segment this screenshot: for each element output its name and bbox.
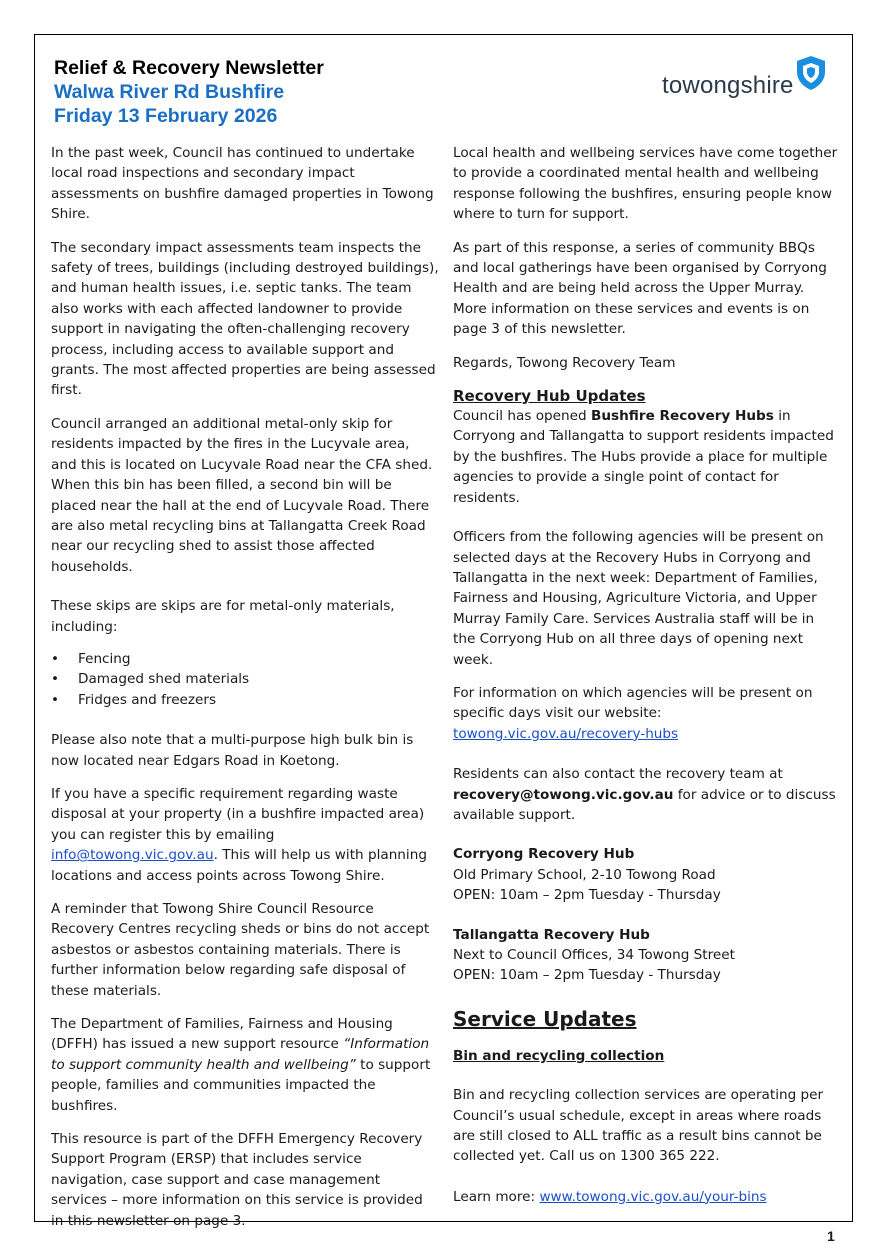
- dffh-text-end: to support people, families and communities impacted the bushfires.: [51, 1056, 431, 1114]
- recovery-hubs-link[interactable]: towong.vic.gov.au/recovery-hubs: [453, 725, 679, 742]
- resource-title: “Information to support community health and wellbeing”: [51, 1036, 430, 1073]
- corryong-hub: [453, 844, 838, 905]
- contact-text: Residents can also contact the recovery team at: [453, 766, 783, 783]
- towong-shire-logo: [662, 54, 832, 106]
- bin-collection-heading: Bin and recycling collection: [453, 1047, 665, 1064]
- corryong-hours: OPEN: 10am – 2pm Tuesday - Thursday: [453, 887, 721, 904]
- list-item: • Fencing: [51, 649, 439, 669]
- skip-paragraph: Council arranged an additional metal-only skip for residents impacted by the fires in the Lucyvale area, and this is located on Lucyvale Road near the CFA shed. When this bin has been filled, a second bin will be placed near the hall at the end of Lucyvale Road. There are also metal recycling bins at Tallangatta Creek Road near our recycling shed to assist those affected households.: [51, 415, 433, 575]
- list-item: • Damaged shed materials: [51, 669, 439, 689]
- intro-paragraph: In the past week, Council has continued to undertake local road inspections and secondary impact assessments on bushfire damaged properties in Towong Shire.: [51, 145, 434, 223]
- logo-wordmark: towongshire: [662, 72, 794, 99]
- hub-bold-text: Bushfire Recovery Hubs: [590, 408, 774, 425]
- learn-more-line: [453, 1187, 838, 1207]
- newsletter-title: Relief & Recovery Newsletter: [54, 57, 324, 79]
- corryong-address: Old Primary School, 2-10 Towong Road: [453, 866, 716, 883]
- recovery-email: recovery@towong.vic.gov.au: [453, 786, 674, 803]
- ersp-paragraph: This resource is part of the DFFH Emergency Recovery Support Program (ERSP) that includes service navigation, case support and case management services – more information on this service is provided in this newsletter on page 3.: [51, 1131, 423, 1229]
- dffh-paragraph: [51, 1014, 439, 1116]
- newsletter-header: [54, 56, 324, 128]
- waste-disposal-paragraph: [51, 784, 439, 886]
- learn-more-label: Learn more:: [453, 1188, 540, 1205]
- bbq-paragraph: As part of this response, a series of community BBQs and local gatherings have been organised by Corryong Health and are being held across the Upper Murray. More information on these services and events is on page 3 of this newsletter.: [453, 239, 827, 338]
- waste-disposal-text: If you have a specific requirement regarding waste disposal at your property (in a bushfire impacted area) you can register this by emailing: [51, 785, 425, 843]
- assessment-paragraph: The secondary impact assessments team inspects the safety of trees, buildings (including destroyed buildings), and human health issues, i.e. septic tanks. The team also works with each affected landowner to provide support in navigating the often-challenging recovery process, including access to available support and grants. The most affected properties are being assessed first.: [51, 239, 439, 399]
- tallangatta-address: Next to Council Offices, 34 Towong Street: [453, 947, 735, 963]
- dffh-text: The Department of Families, Fairness and Housing (DFFH) has issued a new support resource: [51, 1016, 393, 1053]
- newsletter-date: Friday 13 February 2026: [54, 105, 278, 127]
- contact-text-end: for advice or to discuss available support.: [453, 786, 836, 823]
- tallangatta-hub-title: Tallangatta Recovery Hub: [453, 926, 650, 943]
- right-column: [453, 143, 838, 1207]
- materials-intro: These skips are skips are for metal-only materials, including:: [51, 598, 395, 635]
- waste-disposal-text-end: . This will help us with planning locations and access points across Towong Shire.: [51, 847, 427, 884]
- corryong-hub-title: Corryong Recovery Hub: [453, 846, 635, 863]
- hub-text-end: in Corryong and Tallangatta to support residents impacted by the bushfires. The Hubs provide a place for multiple agencies to provide a single point of contact for residents.: [453, 408, 834, 506]
- contact-paragraph: [453, 764, 838, 825]
- recovery-hub-heading: Recovery Hub Updates: [453, 387, 646, 406]
- bulk-bin-paragraph: Please also note that a multi-purpose high bulk bin is now located near Edgars Road in Koetong.: [51, 732, 414, 769]
- tallangatta-hours: OPEN: 10am – 2pm Tuesday - Thursday: [453, 967, 721, 984]
- website-text: For information on which agencies will be present on specific days visit our website:: [453, 684, 813, 722]
- asbestos-paragraph: A reminder that Towong Shire Council Resource Recovery Centres recycling sheds or bins do not accept asbestos or asbestos containing materials. There is further information below regarding safe disposal of these materials.: [51, 901, 430, 999]
- tallangatta-hub: [453, 925, 838, 986]
- left-column: [51, 143, 439, 1231]
- agencies-paragraph: Officers from the following agencies will be present on selected days at the Recovery Hubs in Corryong and Tallangatta in the next week: Department of Families, Fairness and Housing, Agriculture Victoria, and Upper Murray Family Care. Services Australia staff will be in the Corryong Hub on all three days of opening next week.: [453, 529, 824, 668]
- hub-paragraph: [453, 406, 838, 508]
- list-item: • Fridges and freezers: [51, 690, 439, 710]
- wellbeing-paragraph: Local health and wellbeing services have come together to provide a coordinated mental health and wellbeing response following the bushfires, ensuring people know where to turn for support.: [453, 145, 838, 223]
- newsletter-subtitle: Walwa River Rd Bushfire: [54, 81, 285, 103]
- service-updates-heading: Service Updates: [453, 1006, 637, 1031]
- materials-list: [51, 649, 439, 710]
- page-number: 1: [827, 1228, 835, 1244]
- info-email-link[interactable]: info@towong.vic.gov.au: [51, 847, 214, 864]
- your-bins-link[interactable]: www.towong.vic.gov.au/your-bins: [539, 1188, 767, 1205]
- shield-logo-icon: [794, 54, 828, 92]
- website-paragraph: [453, 683, 838, 744]
- bin-collection-paragraph: Bin and recycling collection services are operating per Council’s usual schedule, except in areas where roads are still closed to ALL traffic as a result bins cannot be collected yet. Call us on 1300 365 222.: [453, 1087, 824, 1165]
- regards-line: Regards, Towong Recovery Team: [453, 354, 676, 371]
- hub-text: Council has opened: [453, 408, 591, 425]
